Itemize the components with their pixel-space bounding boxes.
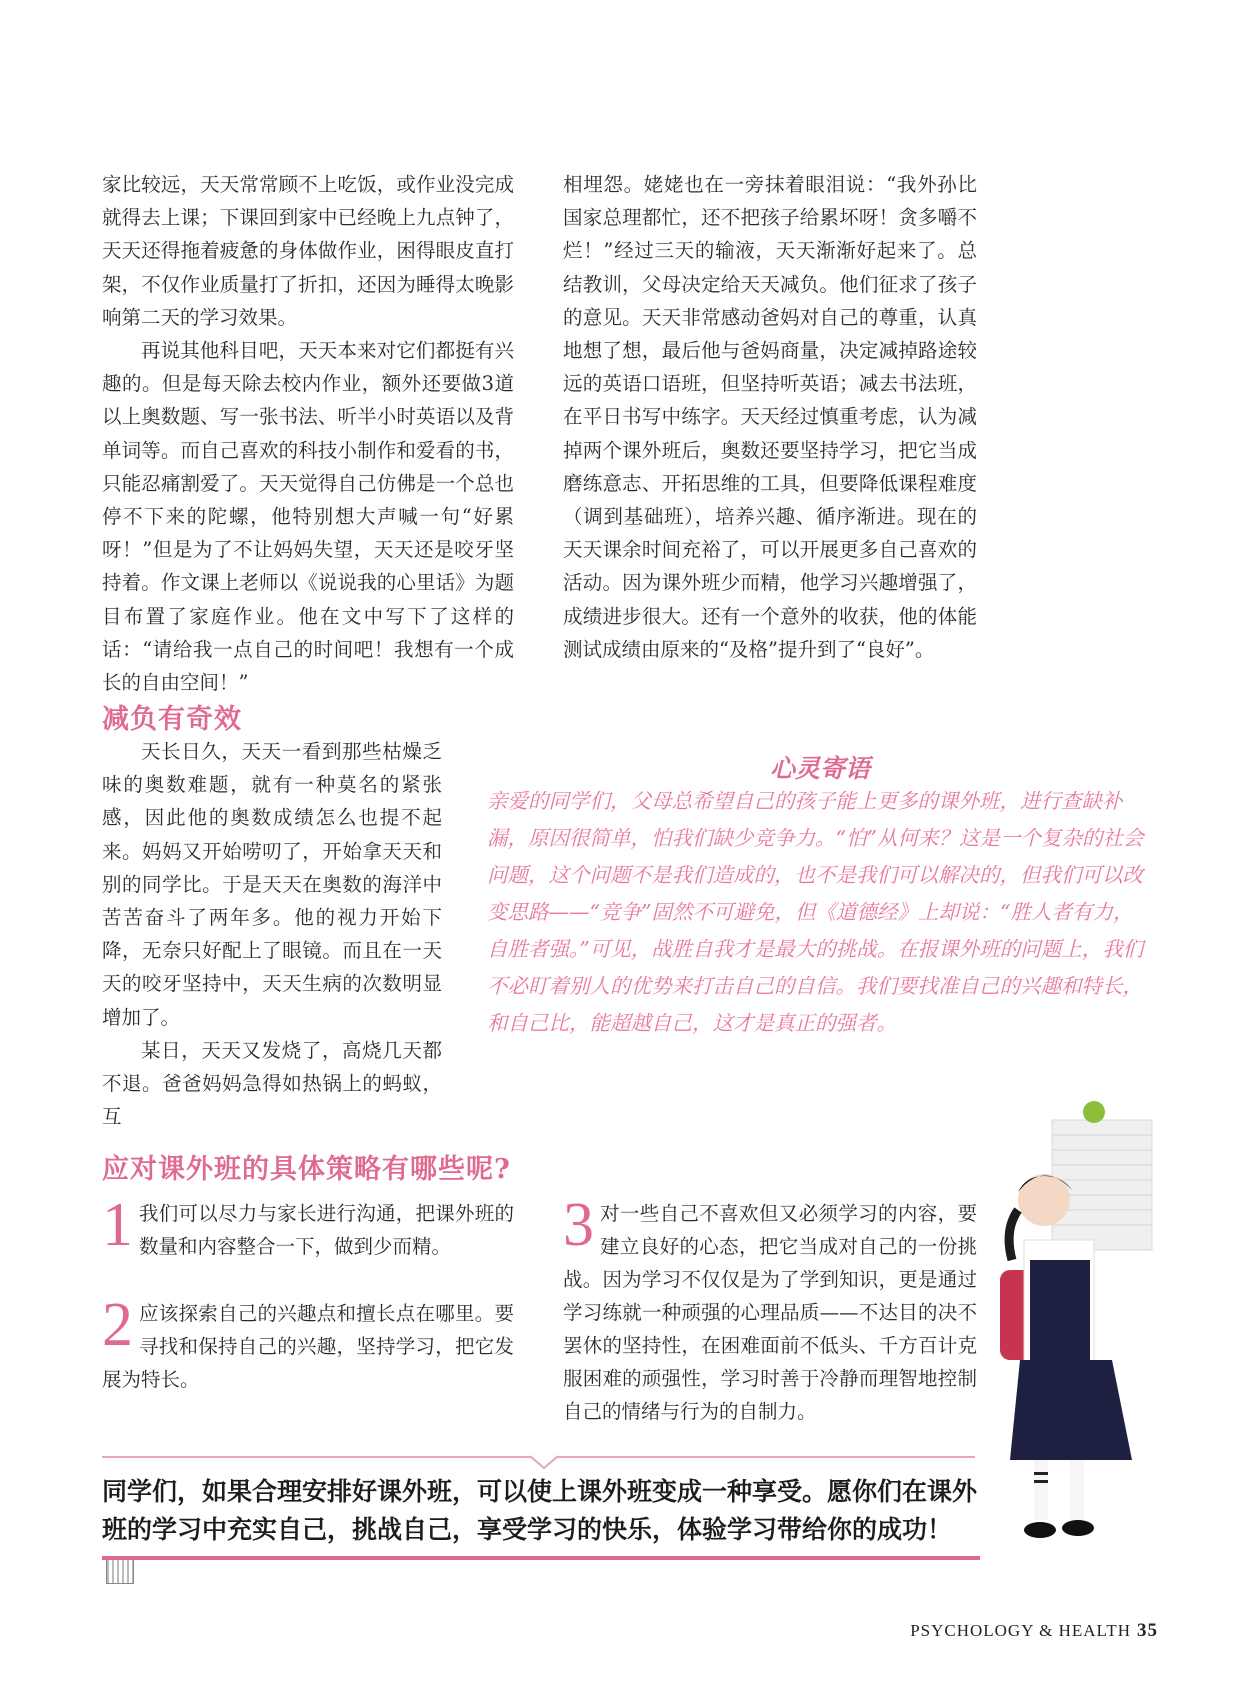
strategy-item-2 [102, 1291, 514, 1396]
magazine-name: PSYCHOLOGY & HEALTH [910, 1621, 1131, 1640]
strategy-item-1 [102, 1191, 514, 1263]
item-text: 应该探索自己的兴趣点和擅长点在哪里。要寻找和保持自己的兴趣，坚持学习，把它发展为特长。 [102, 1302, 514, 1391]
paragraph: 某日，天天又发烧了，高烧几天都不退。爸爸妈妈急得如热锅上的蚂蚁，互 [102, 1038, 442, 1129]
divider-bottom [102, 1556, 980, 1560]
item-text: 我们可以尽力与家长进行沟通，把课外班的数量和内容整合一下，做到少而精。 [139, 1202, 514, 1258]
page-footer [910, 1620, 1158, 1642]
page-number: 35 [1137, 1620, 1158, 1641]
section-heading-reduce-burden: 减负有奇效 [102, 704, 242, 735]
sidebar-title: 心灵寄语 [770, 754, 871, 783]
column-right-top [563, 168, 977, 666]
strategy-item-3 [563, 1191, 977, 1428]
paragraph: 再说其他科目吧，天天本来对它们都挺有兴趣的。但是每天除去校内作业，额外还要做3道以上奥数题、写一张书法、听半小时英语以及背单词等。而自己喜欢的科技小制作和爱看的书，只能忍痛割爱了。天天觉得自己仿佛是一个总也停不下来的陀螺，他特别想大声喊一句“好累呀！”但是为了不让妈妈失望，天天还是咬牙坚持着。作文课上老师以《说说我的心里话》为题目布置了家庭作业。他在文中写下了这样的话：“请给我一点自己的时间吧！我想有一个成长的自由空间！” [102, 339, 514, 695]
closing-statement: 同学们，如果合理安排好课外班，可以使上课外班变成一种享受。愿你们在课外班的学习中充实自己，挑战自己，享受学习的快乐，体验学习带给你的成功！ [102, 1473, 982, 1587]
section-reduce-burden-body [102, 735, 442, 1133]
section-heading-strategies: 应对课外班的具体策略有哪些呢? [102, 1154, 511, 1185]
girl-with-books-photo [982, 1060, 1202, 1580]
paragraph: 家比较远，天天常常顾不上吃饭，或作业没完成就得去上课；下课回到家中已经晚上九点钟了，天天还得拖着疲惫的身体做作业，困得眼皮直打架，不仅作业质量打了折扣，还因为睡得太晚影响第二天的学习效果。 [102, 173, 514, 329]
item-number: 1 [102, 1191, 133, 1259]
divider-notch [530, 1454, 558, 1470]
paragraph: 天长日久，天天一看到那些枯燥乏味的奥数难题，就有一种莫名的紧张感，因此他的奥数成绩怎么也提不起来。妈妈又开始唠叨了，开始拿天天和别的同学比。于是天天在奥数的海洋中苦苦奋斗了两年多。他的视力开始下降，无奈只好配上了眼镜。而且在一天天的咬牙坚持中，天天生病的次数明显增加了。 [102, 740, 442, 1029]
item-number: 3 [563, 1191, 594, 1259]
paragraph: 相埋怨。姥姥也在一旁抹着眼泪说：“我外孙比国家总理都忙，还不把孩子给累坏呀！贪多嚼不烂！”经过三天的输液，天天渐渐好起来了。总结教训，父母决定给天天减负。他们征求了孩子的意见。天天非常感动爸妈对自己的尊重，认真地想了想，最后他与爸妈商量，决定减掉路途较远的英语口语班，但坚持听英语；减去书法班，在平日书写中练字。天天经过慎重考虑，认为减掉两个课外班后，奥数还要坚持学习，把它当成磨练意志、开拓思维的工具，但要降低课程难度（调到基础班），培养兴趣、循序渐进。现在的天天课余时间充裕了，可以开展更多自己喜欢的活动。因为课外班少而精，他学习兴趣增强了，成绩进步很大。还有一个意外的收获，他的体能测试成绩由原来的“及格”提升到了“良好”。 [563, 173, 977, 661]
item-number: 2 [102, 1291, 133, 1359]
sidebar-text: 亲爱的同学们，父母总希望自己的孩子能上更多的课外班，进行查缺补漏，原因很简单，怕我们缺少竞争力。“怕”从何来？这是一个复杂的社会问题，这个问题不是我们造成的，也不是我们可以解决的，但我们可以改变思路——“竞争”固然不可避免，但《道德经》上却说：“胜人者有力，自胜者强。”可见，战胜自我才是最大的挑战。在报课外班的问题上，我们不必盯着别人的优势来打击自己的自信。我们要找准自己的兴趣和特长，和自己比，能超越自己，这才是真正的强者。 [487, 789, 1144, 1035]
column-left-top [102, 168, 514, 699]
item-text: 对一些自己不喜欢但又必须学习的内容，要建立良好的心态，把它当成对自己的一份挑战。因为学习不仅仅是为了学到知识，更是通过学习练就一种顽强的心理品质——不达目的决不罢休的坚持性，在困难面前不低头、千方百计克服困难的顽强性，学习时善于冷静而理智地控制自己的情绪与行为的自制力。 [563, 1202, 977, 1423]
